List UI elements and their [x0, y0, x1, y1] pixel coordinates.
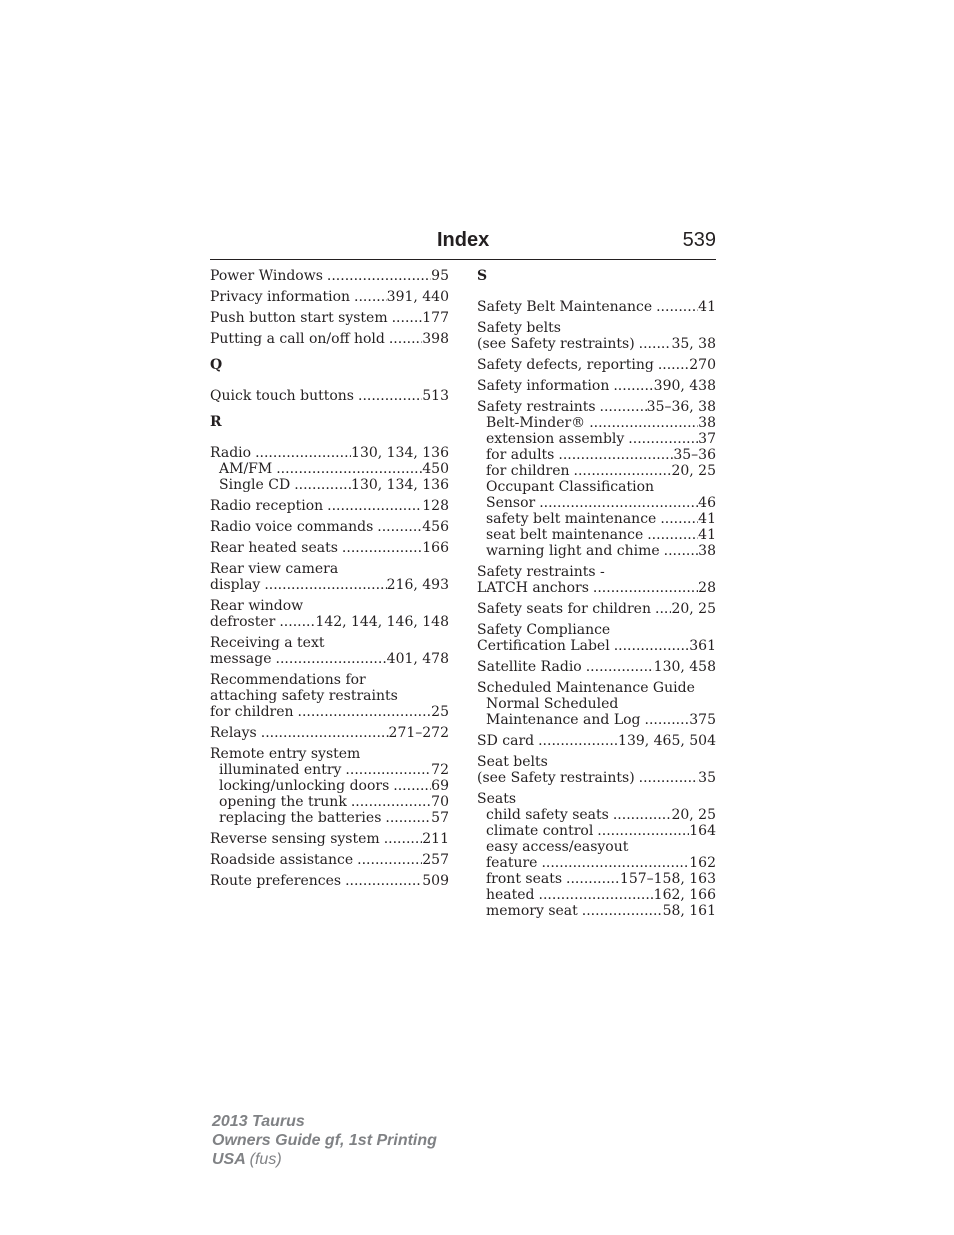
- index-entry: Safety seats for children ..... 20, 25: [477, 601, 716, 617]
- section-letter-s: S: [477, 268, 488, 284]
- index-subentry: child safety seats ..... 20, 25: [477, 807, 716, 823]
- index-entry-safety-restraints: Safety restraints ..... 35–36, 38 Belt-Minder® ..... 38 extension assembly ..... 37 for adults ..... 35–36 for children ..... 20, 25 Occupant Classification Sensor ..... 46 safety belt maintenance ..... 41 seat belt maintenance ..... 41 warning light and chime ..... 38: [477, 399, 716, 559]
- footer-market: USA (fus): [212, 1151, 282, 1168]
- index-subentry: illuminated entry ..... 72: [210, 762, 449, 778]
- index-entry: Safety defects, reporting ..... 270: [477, 357, 716, 373]
- index-subentry: Occupant Classification: [486, 479, 655, 495]
- index-entry-radio: Radio ..... 130, 134, 136 AM/FM ..... 450 Single CD ..... 130, 134, 136: [210, 445, 449, 493]
- index-entry: Recommendations for attaching safety restraints for children ..... 25: [210, 672, 449, 720]
- index-entry: Relays ..... 271–272: [210, 725, 449, 741]
- index-subentry: for children ..... 20, 25: [477, 463, 716, 479]
- index-entry: Safety restraints - LATCH anchors ..... 28: [477, 564, 716, 596]
- footer-edition: Owners Guide gf, 1st Printing: [212, 1132, 437, 1149]
- index-entry-seats: Seats child safety seats ..... 20, 25 climate control ..... 164 easy access/easyout feature ..... 162 front seats ..... 157–158, 163 heated ..... 162, 166 memory seat ..... 58, 161: [477, 791, 716, 919]
- index-subentry: for adults ..... 35–36: [477, 447, 716, 463]
- index-entry: Quick touch buttons ..... 513: [210, 388, 449, 404]
- index-subentry: opening the trunk ..... 70: [210, 794, 449, 810]
- index-entry: SD card ..... 139, 465, 504: [477, 733, 716, 749]
- index-subentry: locking/unlocking doors ..... 69: [210, 778, 449, 794]
- index-entry: Safety Belt Maintenance ..... 41: [477, 299, 716, 315]
- index-subentry: warning light and chime ..... 38: [477, 543, 716, 559]
- page-title: Index: [437, 229, 490, 251]
- index-subentry: extension assembly ..... 37: [477, 431, 716, 447]
- index-subentry: safety belt maintenance ..... 41: [477, 511, 716, 527]
- page-header: [210, 229, 716, 260]
- index-column-right: [477, 268, 716, 924]
- page-number: 539: [682, 229, 716, 251]
- index-subentry: Belt-Minder® ..... 38: [477, 415, 716, 431]
- section-letter-q: Q: [210, 357, 223, 373]
- index-entry: Route preferences ..... 509: [210, 873, 449, 889]
- index-entry: Scheduled Maintenance Guide Normal Scheduled Maintenance and Log ..... 375: [477, 680, 716, 728]
- index-entry: Reverse sensing system ..... 211: [210, 831, 449, 847]
- index-entry: Safety Compliance Certification Label ..... 361: [477, 622, 716, 654]
- index-entry: Seat belts (see Safety restraints) ..... 35: [477, 754, 716, 786]
- index-entry: Satellite Radio ..... 130, 458: [477, 659, 716, 675]
- index-subentry: climate control ..... 164: [477, 823, 716, 839]
- index-subentry: Single CD ..... 130, 134, 136: [210, 477, 449, 493]
- index-entry: Rear view camera display ..... 216, 493: [210, 561, 449, 593]
- index-entry: Power Windows ..... 95: [210, 268, 449, 284]
- index-entry: Putting a call on/off hold ..... 398: [210, 331, 449, 347]
- index-entry-remote-entry: Remote entry system illuminated entry ..... 72 locking/unlocking doors ..... 69 opening the trunk ..... 70 replacing the batteries ..... 57: [210, 746, 449, 826]
- index-entry: Roadside assistance ..... 257: [210, 852, 449, 868]
- footer-model: 2013 Taurus: [212, 1113, 305, 1130]
- index-subentry: seat belt maintenance ..... 41: [477, 527, 716, 543]
- index-entry: Receiving a text message ..... 401, 478: [210, 635, 449, 667]
- index-entry: Radio voice commands ..... 456: [210, 519, 449, 535]
- index-subentry: replacing the batteries ..... 57: [210, 810, 449, 826]
- index-subentry: heated ..... 162, 166: [477, 887, 716, 903]
- index-column-left: [210, 268, 449, 894]
- index-entry: Rear window defroster ..... 142, 144, 146, 148: [210, 598, 449, 630]
- index-entry: Push button start system ..... 177: [210, 310, 449, 326]
- index-subentry: easy access/easyout: [486, 839, 629, 855]
- index-subentry: AM/FM ..... 450: [210, 461, 449, 477]
- page-footer: [212, 1112, 437, 1169]
- index-entry: Privacy information ..... 391, 440: [210, 289, 449, 305]
- index-subentry: front seats ..... 157–158, 163: [477, 871, 716, 887]
- index-entry: Radio reception ..... 128: [210, 498, 449, 514]
- index-subentry: feature ..... 162: [477, 855, 716, 871]
- index-entry: Rear heated seats ..... 166: [210, 540, 449, 556]
- index-subentry: Sensor ..... 46: [477, 495, 716, 511]
- section-letter-r: R: [210, 414, 222, 430]
- index-subentry: memory seat ..... 58, 161: [477, 903, 716, 919]
- index-entry: Safety information ..... 390, 438: [477, 378, 716, 394]
- index-entry: Safety belts (see Safety restraints) ..... 35, 38: [477, 320, 716, 352]
